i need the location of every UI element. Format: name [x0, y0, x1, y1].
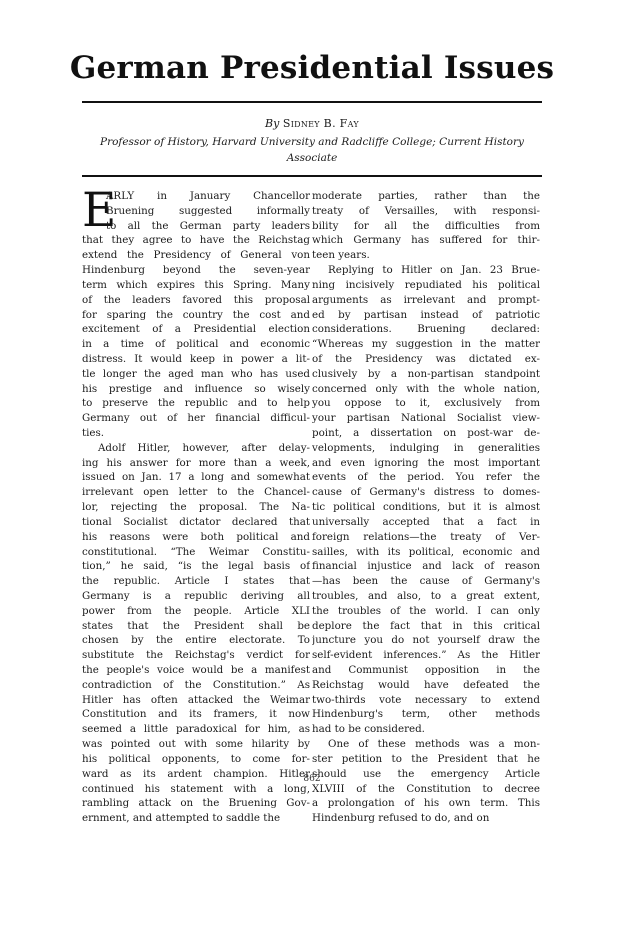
- text-line: his political opponents, to come for-: [82, 752, 310, 765]
- text-line: states that the President shall be: [82, 619, 310, 632]
- text-line: events of the period. You refer the: [312, 471, 540, 484]
- text-line: sailles, with its political, economic and: [312, 545, 540, 558]
- text-line: irrelevant open letter to the Chancel-: [82, 486, 310, 499]
- text-line: tic political conditions, but it is almost: [312, 501, 540, 514]
- text-line: troubles, and also, to a great extent,: [312, 589, 540, 602]
- page-number: 862: [303, 774, 321, 784]
- affiliation-line-1: Professor of History, Harvard University and Radcliffe College; Current History: [100, 136, 524, 148]
- text-line: tional Socialist dictator declared that: [82, 515, 310, 528]
- text-line: the republic. Article I states that: [82, 575, 310, 588]
- text-line: tle longer the aged man who has used: [82, 367, 310, 380]
- text-line: Replying to Hitler on Jan. 23 Brue-: [328, 264, 540, 277]
- text-line: and Communist opposition in the: [312, 664, 540, 676]
- text-line: constitutional. “The Weimar Constitu-: [82, 545, 310, 558]
- text-line: ed by partisan instead of patriotic: [312, 308, 540, 321]
- text-line: universally accepted that a fact in: [312, 515, 540, 528]
- text-line: Germany out of her financial difficul-: [82, 412, 310, 425]
- text-line: One of these methods was a mon-: [328, 738, 540, 751]
- text-line: power from the people. Article XLI: [82, 604, 310, 617]
- text-line: your partisan National Socialist view-: [312, 412, 540, 425]
- text-line: contradiction of the Constitution.” As: [82, 678, 310, 691]
- header-rule: [82, 175, 542, 177]
- text-line: rambling attack on the Bruening Gov-: [82, 797, 310, 810]
- text-line: foreign relations—the treaty of Ver-: [312, 530, 540, 543]
- text-line: and even ignoring the most important: [312, 456, 540, 469]
- text-line: Bruening suggested informally: [106, 204, 310, 217]
- text-line: ster petition to the President that he: [312, 752, 540, 765]
- title-rule: [82, 101, 542, 103]
- text-line: of the leaders favored this proposal: [82, 293, 310, 306]
- text-line: excitement of a Presidential election: [82, 323, 310, 336]
- text-line: velopments, indulging in generalities: [312, 441, 540, 454]
- text-line: should use the emergency Article: [312, 767, 540, 780]
- text-line: clusively by a non-partisan standpoint: [312, 367, 540, 380]
- author-affiliation: [84, 134, 540, 166]
- text-line: Hindenburg refused to do, and on: [312, 812, 490, 825]
- text-line: Reichstag would have defeated the: [312, 678, 540, 691]
- text-line: which Germany has suffered for thir-: [312, 234, 540, 247]
- text-line: ernment, and attempted to saddle the: [82, 812, 281, 825]
- text-line: Germany is a republic deriving all: [82, 589, 310, 602]
- drop-cap: E: [82, 183, 117, 238]
- text-line: Constitution and its framers, it now: [82, 708, 310, 721]
- text-line: his reasons were both political and: [82, 530, 310, 543]
- text-line: to all the German party leaders: [106, 219, 310, 232]
- text-line: continued his statement with a long,: [82, 782, 310, 795]
- affiliation-line-2: Associate: [286, 152, 338, 164]
- text-line: Adolf Hitler, however, after delay-: [98, 441, 310, 454]
- text-line: self-evident inferences.” As the Hitler: [312, 649, 540, 662]
- text-line: tion,” he said, “is the legal basis of: [82, 560, 310, 573]
- text-line: chosen by the entire electorate. To: [82, 634, 310, 647]
- text-line: concerned only with the whole nation,: [312, 382, 540, 395]
- text-line: XLVIII of the Constitution to decree: [312, 782, 540, 795]
- text-line: the troubles of the world. I can only: [312, 604, 540, 617]
- text-line: Hindenburg's term, other methods: [312, 708, 540, 721]
- text-line: his prestige and influence so wisely: [82, 382, 310, 395]
- text-line: point, a dissertation on post-war de-: [312, 427, 540, 439]
- text-line: arguments as irrelevant and prompt-: [312, 293, 540, 306]
- byline: [0, 117, 624, 130]
- text-line: issued on Jan. 17 a long and somewhat: [82, 471, 310, 484]
- text-line: treaty of Versailles, with responsi-: [312, 204, 540, 217]
- text-line: deplore the fact that in this critical: [312, 619, 540, 632]
- text-line: term which expires this Spring. Many: [82, 278, 310, 291]
- text-line: ARLY in January Chancellor: [106, 190, 310, 202]
- text-line: distress. It would keep in power a lit-: [82, 352, 310, 365]
- text-line: was pointed out with some hilarity by: [82, 738, 310, 751]
- byline-prefix: By: [265, 117, 280, 130]
- text-line: —has been the cause of Germany's: [312, 575, 540, 588]
- left-column: [82, 183, 310, 826]
- text-line: had to be considered.: [312, 723, 425, 736]
- text-line: ing his answer for more than a week,: [82, 456, 310, 469]
- text-line: two-thirds vote necessary to extend: [312, 693, 540, 706]
- text-line: you oppose to it, exclusively from: [312, 397, 540, 410]
- text-line: extend the Presidency of General von: [82, 249, 310, 262]
- text-line: of the Presidency was dictated ex-: [312, 352, 540, 365]
- text-line: financial injustice and lack of reason: [312, 560, 540, 573]
- article-title: German Presidential Issues: [69, 50, 555, 86]
- text-line: to preserve the republic and to help: [82, 397, 310, 410]
- author-name: Sidney B. Fay: [282, 117, 359, 130]
- text-line: ward as its ardent champion. Hitler: [82, 767, 310, 780]
- text-line: Hitler has often attacked the Weimar: [82, 693, 310, 706]
- text-line: substitute the Reichstag's verdict for: [82, 649, 310, 662]
- text-line: ning incisively repudiated his political: [312, 278, 540, 291]
- text-line: teen years.: [312, 249, 370, 262]
- text-line: the people's voice would be a manifest: [82, 664, 310, 676]
- text-line: cause of Germany's distress to domes-: [312, 486, 540, 499]
- text-line: Hindenburg beyond the seven-year: [82, 264, 310, 277]
- text-line: ties.: [82, 427, 105, 439]
- text-line: for sparing the country the cost and: [82, 308, 310, 321]
- text-line: moderate parties, rather than the: [312, 190, 540, 202]
- text-line: considerations. Bruening declared:: [312, 323, 540, 336]
- text-line: “Whereas my suggestion in the matter: [312, 338, 540, 351]
- text-line: that they agree to have the Reichstag: [82, 234, 310, 247]
- text-line: lor, rejecting the proposal. The Na-: [82, 501, 310, 514]
- text-line: seemed a little paradoxical for him, as: [82, 723, 310, 736]
- text-line: bility for all the difficulties from: [312, 219, 540, 232]
- text-line: juncture you do not yourself draw the: [312, 634, 540, 647]
- text-line: in a time of political and economic: [82, 338, 310, 351]
- text-line: a prolongation of his own term. This: [312, 797, 540, 810]
- right-column: [312, 189, 540, 826]
